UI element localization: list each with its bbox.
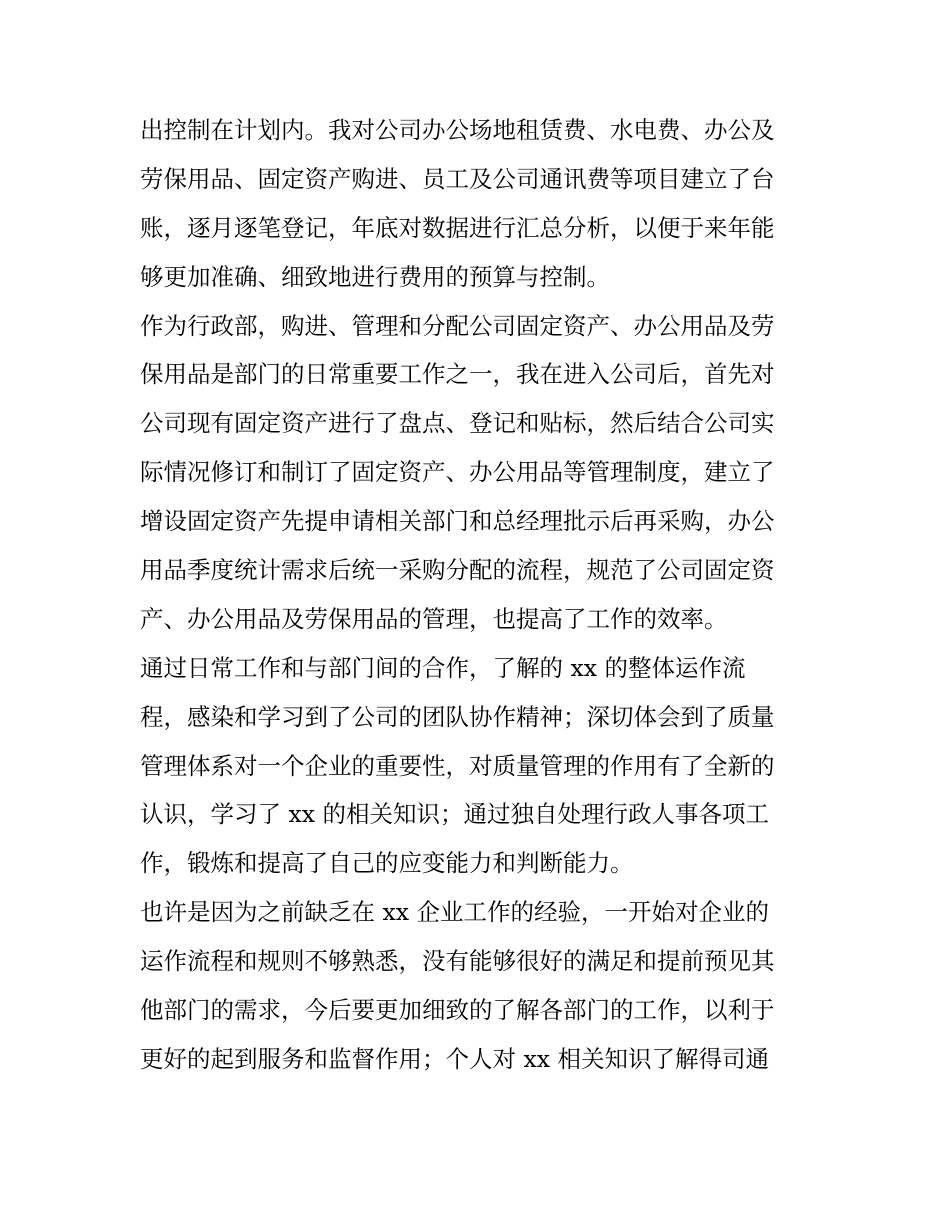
text-line: 也许是因为之前缺乏在 xx 企业工作的经验，一开始对企业的 (140, 898, 769, 927)
text-line: 够更加准确、细致地进行费用的预算与控制。 (140, 262, 610, 291)
text-line: 公司现有固定资产进行了盘点、登记和贴标，然后结合公司实 (140, 409, 775, 438)
text-line: 作，锻炼和提高了自己的应变能力和判断能力。 (140, 849, 634, 878)
body-text (140, 106, 820, 1084)
text-line: 账，逐月逐笔登记，年底对数据进行汇总分析，以便于来年能 (140, 213, 775, 242)
text-line: 产、办公用品及劳保用品的管理，也提高了工作的效率。 (140, 604, 728, 633)
text-line: 运作流程和规则不够熟悉，没有能够很好的满足和提前预见其 (140, 947, 775, 976)
text-line: 出控制在计划内。我对公司办公场地租赁费、水电费、办公及 (140, 116, 775, 144)
text-line: 程，感染和学习到了公司的团队协作精神；深切体会到了质量 (140, 702, 775, 731)
text-line: 增设固定资产先提申请相关部门和总经理批示后再采购，办公 (140, 507, 775, 536)
text-line: 劳保用品、固定资产购进、员工及公司通讯费等项目建立了台 (140, 164, 775, 193)
text-line: 保用品是部门的日常重要工作之一，我在进入公司后，首先对 (140, 360, 775, 389)
text-line: 管理体系对一个企业的重要性，对质量管理的作用有了全新的 (140, 751, 775, 780)
text-line: 通过日常工作和与部门间的合作，了解的 xx 的整体运作流 (140, 653, 746, 682)
text-line: 认识，学习了 xx 的相关知识；通过独自处理行政人事各项工 (140, 800, 769, 829)
text-line: 更好的起到服务和监督作用；个人对 xx 相关知识了解得司通 (140, 1044, 769, 1073)
text-line: 作为行政部，购进、管理和分配公司固定资产、办公用品及劳 (140, 311, 775, 340)
text-line: 用品季度统计需求后统一采购分配的流程，规范了公司固定资 (140, 556, 775, 585)
text-line: 他部门的需求，今后要更加细致的了解各部门的工作，以利于 (140, 996, 775, 1025)
text-line: 际情况修订和制订了固定资产、办公用品等管理制度，建立了 (140, 458, 775, 487)
